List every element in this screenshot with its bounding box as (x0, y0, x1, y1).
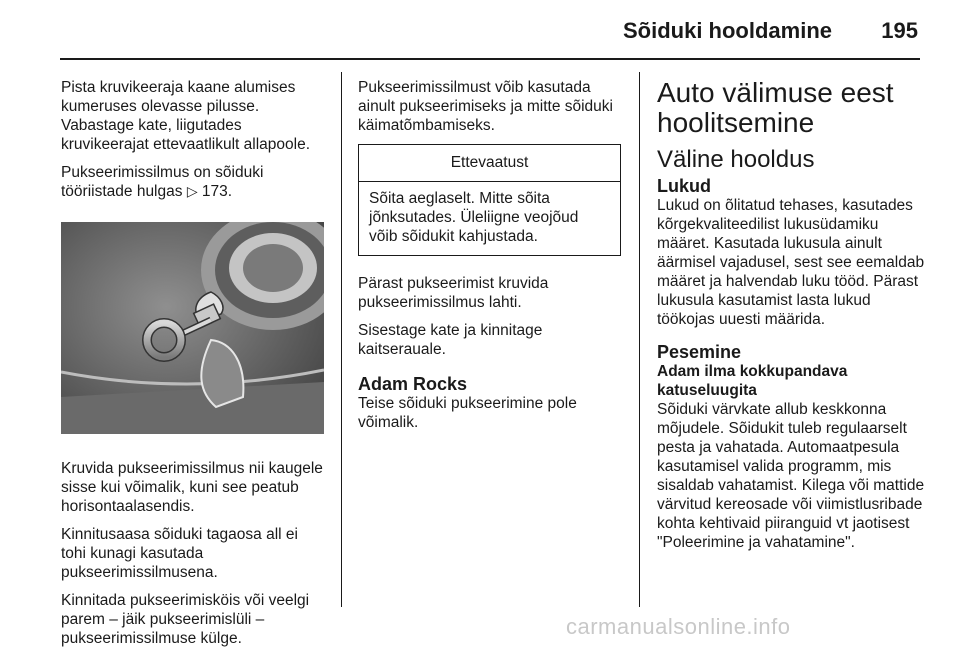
paragraph: Pärast pukseerimist kruvida pukseerimissilmus lahti. (358, 275, 549, 311)
caution-text: Sõita aeglaselt. Mitte sõita jõnksutades. Üleliigne veojõud võib sõidukit kahjustada. (369, 190, 579, 245)
paragraph: Pista kruvikeeraja kaane alumises kumeruses olevasse pilusse. Vabastage kate, liigutades kruvikeerajat ettevaatlikult allapoole. (61, 79, 310, 153)
watermark: carmanualsonline.info (566, 614, 791, 639)
section-heading: Väline hooldus (657, 146, 815, 173)
caution-box (358, 144, 621, 256)
paragraph: Teise sõiduki pukseerimine pole võimalik. (358, 395, 577, 431)
caution-title: Ettevaatust (359, 145, 620, 182)
paragraph: Kinnitada pukseerimisköis või veelgi parem – jäik pukseerimislüli – pukseerimissilmuse külge. (61, 592, 310, 647)
section-title: Sõiduki hooldamine (622, 18, 832, 43)
subheading-pesemine: Pesemine (657, 342, 742, 362)
paragraph: Sõiduki värvkate allub keskkonna mõjudele. Sõidukit tuleb regulaarselt pesta ja vahatada. Automaatpesula kasutamisel valida programm, mis sisaldab vahatamist. Kilega või mattide värvitud kereosade või viimistlusribade kohta kehtivaid piiranguid vt jaotisest "Poleerimine ja vahatamine". (657, 401, 925, 551)
paragraph: Kruvida pukseerimissilmus nii kaugele sisse kui võimalik, kuni see peatub horisontaalasendis. (61, 460, 323, 515)
paragraph: Sisestage kate ja kinnitage kaitserauale. (358, 322, 543, 358)
paragraph (61, 163, 326, 201)
subheading-adam-rocks: Adam Rocks (358, 374, 468, 394)
paragraph: Lukud on õlitatud tehases, kasutades kõrgekvaliteedilist lukusüdamiku määret. Kasutada lukusula ainult äärmisel vajadusel, sest see eemaldab määret ja halvendab luku tööd. Pärast lukusula kasutamist lasta lukud töökojas uuesti määrida. (657, 197, 925, 328)
chapter-heading: Auto välimuse eest hoolitsemine (657, 77, 894, 138)
paragraph-text: Pukseerimissilmus on sõiduki tööriistade hulgas (61, 164, 264, 200)
page-reference: 173. (201, 183, 233, 200)
paragraph: Pukseerimissilmust võib kasutada ainult pukseerimiseks ja mitte sõiduki käimatõmbamiseks. (358, 79, 613, 134)
column-3 (657, 78, 925, 561)
page-ref-arrow-icon: ▷ (186, 183, 198, 199)
column-divider-1 (341, 72, 342, 607)
tow-eye-illustration (61, 222, 324, 434)
column-divider-2 (639, 72, 640, 607)
page-header (0, 0, 960, 60)
column-1 (61, 78, 326, 657)
header-divider (60, 58, 920, 60)
subheading-adam: Adam ilma kokkupandava katuseluugita (657, 363, 848, 399)
paragraph: Kinnitusaasa sõiduki tagaosa all ei tohi kunagi kasutada pukseerimissilmusena. (61, 526, 298, 581)
column-2 (358, 78, 623, 441)
subheading-lukud: Lukud (657, 176, 711, 196)
page-number: 195 (881, 18, 918, 43)
